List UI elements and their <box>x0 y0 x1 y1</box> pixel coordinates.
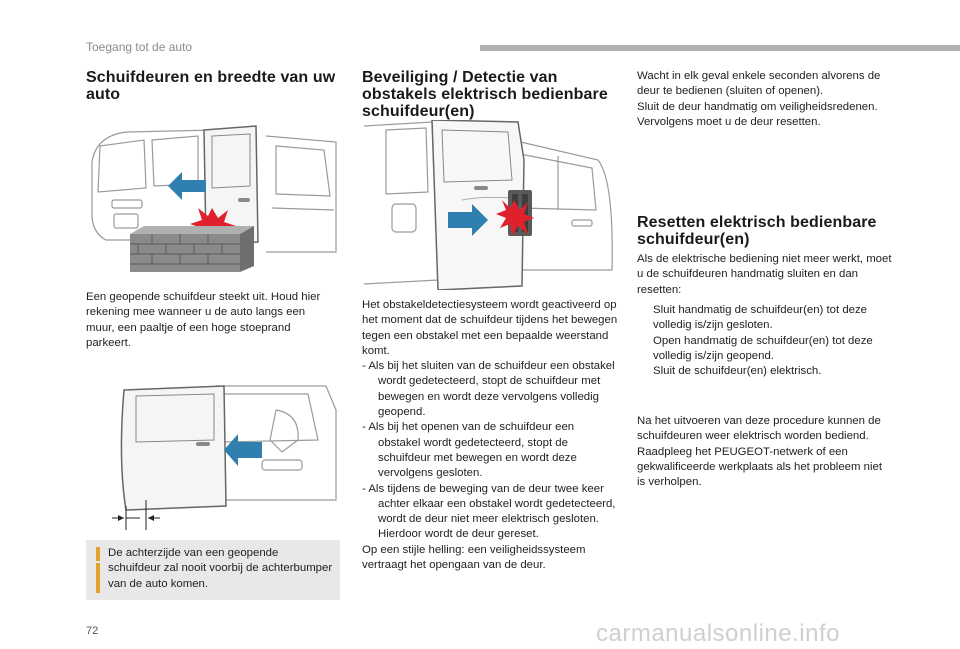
obstacle-intro: Het obstakeldetectiesysteem wordt geactiveerd op het moment dat de schuifdeur tijdens het bewegen tegen een obstakel met een bepaalde weerstand komt. <box>362 299 618 357</box>
reset-step-2: Open handmatig de schuifdeur(en) tot deze volledig is/zijn geopend. <box>653 334 873 362</box>
illustration-rear-bumper <box>86 380 340 530</box>
heading-reset-doors: Resetten elektrisch bedienbare schuifdeur(en) <box>637 214 877 248</box>
illustration-door-obstacle <box>362 120 616 290</box>
page-number: 72 <box>86 625 99 637</box>
contact-network-paragraph: Raadpleeg het PEUGEOT-netwerk of een gekwalificeerde werkplaats als het probleem niet is verholpen. <box>637 445 883 489</box>
reset-step-3: Sluit de schuifdeur(en) elektrisch. <box>653 365 822 378</box>
heading-obstacle-detection: Beveiliging / Detectie van obstakels elektrisch bedienbare schuifdeur(en) <box>362 69 608 120</box>
reset-steps <box>637 303 893 379</box>
reset-intro: Als de elektrische bediening niet meer werkt, moet u de schuifdeuren handmatig sluiten en dan resetten: <box>637 253 892 296</box>
info-text: De achterzijde van een geopende schuifdeur zal nooit voorbij de achterbumper van de auto komen. <box>108 547 333 590</box>
obstacle-item-twice: - Als tijdens de beweging van de deur twee keer achter elkaar een obstakel wordt gedetecteerd, wordt de deur niet meer elektrisch gesloten. Hierdoor wordt de deur gereset. <box>362 482 616 541</box>
manual-close-paragraph: Sluit de deur handmatig om veiligheidsredenen. Vervolgens moet u de deur resetten. <box>637 100 878 128</box>
section-title: Toegang tot de auto <box>86 40 193 54</box>
paragraph-door-protrudes: Een geopende schuifdeur steekt uit. Houd hier rekening mee wanneer u de auto langs een muur, een paaltje of een hoge stoeprand parkeert. <box>86 291 321 349</box>
illustration-van-wall <box>86 122 340 272</box>
after-reset-paragraph: Na het uitvoeren van deze procedure kunnen de schuifdeuren weer elektrisch worden bediend. <box>637 415 881 443</box>
obstacle-outro: Op een stijle helling: een veiligheidssysteem vertraagt het opengaan van de deur. <box>362 543 586 572</box>
obstacle-item-closing: - Als bij het sluiten van de schuifdeur een obstakel wordt gedetecteerd, stopt de schuifdeur met bewegen en wordt deze vervolgens volledig geopend. <box>362 360 615 419</box>
info-box-rear-bumper <box>86 540 340 600</box>
reset-step-1: Sluit handmatig de schuifdeur(en) tot deze volledig is/zijn gesloten. <box>653 304 868 332</box>
header-bar <box>480 45 960 51</box>
info-icon-bar <box>96 547 100 561</box>
heading-sliding-doors-width: Schuifdeuren en breedte van uw auto <box>86 69 336 103</box>
obstacle-detection-text <box>362 298 618 573</box>
column3-top-text <box>637 69 897 130</box>
wait-paragraph: Wacht in elk geval enkele seconden alvorens de deur te bedienen (sluiten of openen). <box>637 70 881 98</box>
after-reset-text <box>637 414 893 490</box>
info-icon-stem <box>96 563 100 593</box>
watermark: carmanualsonline.info <box>596 620 840 647</box>
obstacle-item-opening: - Als bij het openen van de schuifdeur een obstakel wordt gedetecteerd, stopt de schuifdeur met bewegen en wordt deze vervolgens gesloten. <box>362 421 577 480</box>
